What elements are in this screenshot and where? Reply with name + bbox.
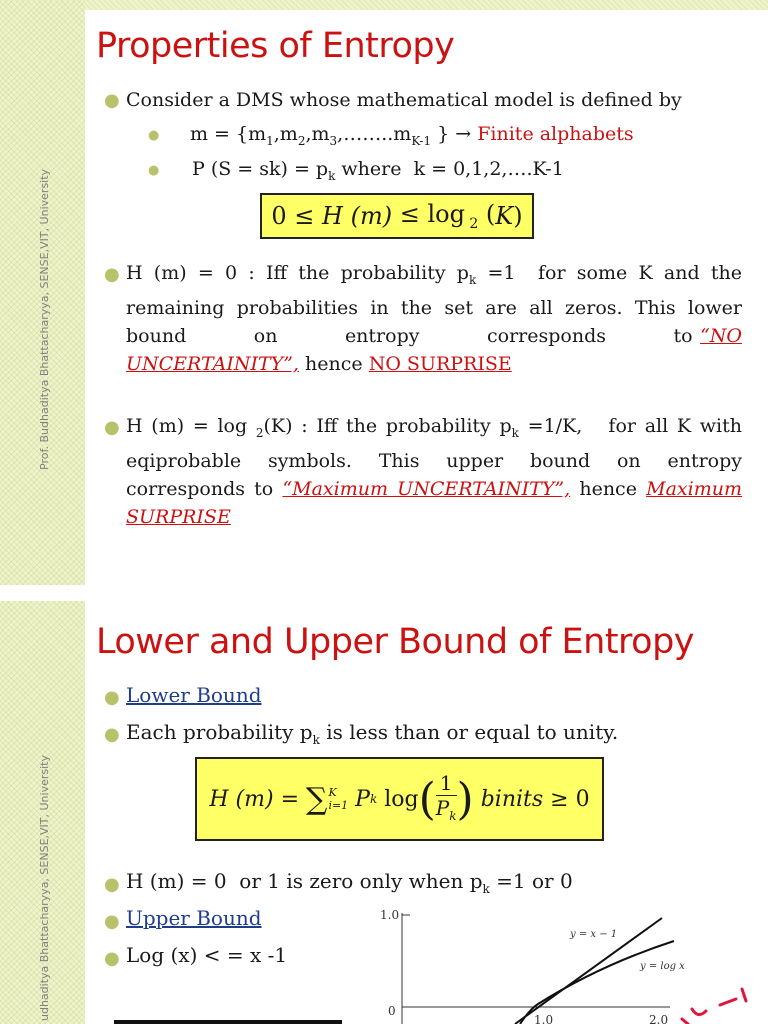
maximum-surprise-label: Maximum SURPRISE (126, 477, 742, 528)
bullet-dot: ● (104, 724, 120, 745)
bullet-probability-unity: Each probability $p_k$ is less than or equal to unity. (126, 720, 619, 747)
slide-gap (0, 585, 768, 601)
bullet-dot: ● (148, 128, 160, 143)
bullet-dot: ● (104, 687, 120, 708)
sub-bullet-probability: P $(S = sk) = p_k$ where k = 0,1,2,….K-1 (192, 158, 564, 183)
no-surprise-label: NO SURPRISE (368, 352, 512, 375)
sum-lower-limit: i=1 (328, 799, 349, 812)
graph-y-label-top: 1.0 (380, 908, 400, 922)
log-vs-linear-graph (370, 901, 768, 1024)
graph-x-label-2: 2.0 (649, 1013, 669, 1024)
red-ink-annotation (682, 989, 746, 1024)
lower-bound-link[interactable]: Lower Bound (126, 683, 262, 707)
bullet-log-inequality: Log (x) < = x -1 (126, 943, 288, 967)
sum-upper-limit: K (328, 786, 337, 799)
bullet-dot: ● (104, 874, 120, 895)
bullet-dot: ● (104, 948, 120, 969)
slide-top-strip (85, 0, 768, 10)
bullet-zero-condition: H (m) = 0 or 1 is zero only when $p_k =1$ or 0 (126, 869, 573, 896)
bullet-dot: ● (104, 911, 120, 932)
hence-text: hence (305, 352, 363, 375)
bullet-dot: ● (104, 90, 120, 111)
maximum-uncertainty-label: “Maximum UNCERTAINITY”, (282, 477, 571, 500)
line1-label: y = x − 1 (570, 929, 618, 940)
bullet-lower-bound-explanation: H (m) = 0 : Iff the probability $p_k =1$ for some K and the remaining probabilities in the set are all zeros. This lower bound on entropy corresponds to “NO UNCERTAINITY”, hence NO SURPRISE (126, 262, 743, 375)
finite-alphabets-label: Finite alphabets (477, 123, 634, 145)
graph-x-label-1: 1.0 (534, 1013, 554, 1024)
bullet-dot: ● (104, 264, 120, 285)
slide-title: Properties of Entropy (96, 26, 455, 66)
line2-label: y = log x (640, 961, 685, 972)
no-uncertainty-label: “NO UNCERTAINITY”, (126, 324, 742, 375)
sidebar-author-text (38, 454, 51, 470)
arrow-icon: → (455, 123, 472, 145)
sidebar-author-text (38, 1005, 51, 1021)
lower-bound-formula: H (m) = ∑ K i=1 P k log ( 1 $P_k$ ) binits ≥ 0 (195, 757, 604, 841)
curve-y-equals-log-x (520, 941, 674, 1024)
bullet-dot: ● (148, 163, 160, 178)
entropy-bounds-formula: 0 ≤ H (m) ≤ log $_2$ ( K ) (260, 193, 534, 239)
sub-bullet-alphabet: $m = \{m_1,m_2,m_3,\dots\dots..m_{K-1}$ } → Finite alphabets (190, 123, 634, 148)
bullet-dot: ● (104, 417, 120, 438)
bullet-upper-bound-explanation: H (m) = log $_2$(K) : Iff the probability $p_k =1/K$, for all K with eqiprobable symbols. This upper bound on entropy corresponds to “Maximum UNCERTAINITY”, hence Maximum SURPRISE (126, 415, 742, 528)
cropped-formula-box-edge (114, 1020, 342, 1024)
slide-title: Lower and Upper Bound of Entropy (96, 622, 695, 662)
slide-lower-upper-bound (0, 601, 768, 1024)
graph-y-label-zero: 0 (388, 1004, 396, 1018)
bullet-dms-model: Consider a DMS whose mathematical model is defined by (126, 89, 682, 111)
hence-text: hence (579, 477, 637, 500)
upper-bound-link[interactable]: Upper Bound (126, 906, 262, 930)
